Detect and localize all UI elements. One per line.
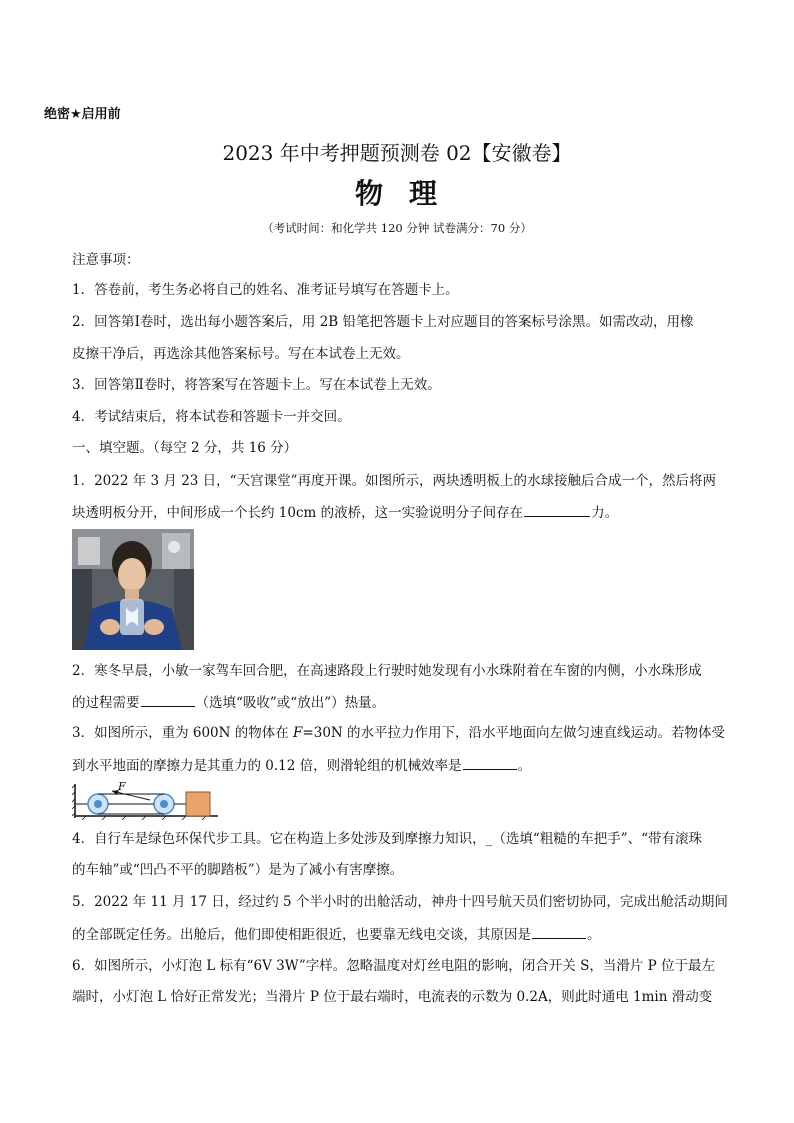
question-6-line-2: 端时，小灯泡 L 恰好正常发光；当滑片 P 位于最右端时，电流表的示数为 0.2A，则此时通电 1min 滑动变: [72, 989, 713, 1005]
question-2-line-1: 2．寒冬早晨，小敏一家驾车回合肥，在高速路段上行驶时她发现有小水珠附着在车窗的内侧，小水珠形成: [72, 663, 702, 679]
confidential-label: 绝密★启用前: [44, 107, 121, 122]
question-5-line-1: 5．2022 年 11 月 17 日，经过约 5 个半小时的出舱活动，神舟十四号航天员们密切协同，完成出舱活动期间: [72, 894, 728, 910]
question-1-line-1: 1．2022 年 3 月 23 日，“天宫课堂”再度开课。如图所示，两块透明板上的水球接触后合成一个，然后将两: [72, 473, 716, 489]
liquid-bridge-photo: [72, 529, 194, 650]
exam-title: 2023 年中考押题预测卷 02【安徽卷】: [222, 141, 572, 165]
subject-title: 物 理: [354, 177, 440, 210]
question-1-line-2: 块透明板分开，中间形成一个长约 10cm 的液桥，这一实验说明分子间存在 力。: [72, 502, 618, 523]
answer-blank[interactable]: [524, 502, 590, 517]
question-3-line-1: 3．如图所示，重为 600N 的物体在 F=30N 的水平拉力作用下，沿水平地面向左做匀速直线运动。若物体受: [72, 725, 726, 741]
note-item: 皮擦干净后，再选涂其他答案标号。写在本试卷上无效。: [72, 346, 410, 362]
answer-blank[interactable]: [532, 924, 586, 939]
answer-blank[interactable]: [141, 692, 195, 707]
force-label: F: [118, 782, 126, 793]
answer-blank[interactable]: [463, 755, 517, 770]
note-item: 4．考试结束后，将本试卷和答题卡一并交回。: [72, 409, 351, 425]
note-item: 1．答卷前，考生务必将自己的姓名、准考证号填写在答题卡上。: [72, 282, 459, 298]
question-2-line-2: 的过程需要 （选填“吸收”或“放出”）热量。: [72, 692, 385, 713]
question-3-line-2: 到水平地面的摩擦力是其重力的 0.12 倍，则滑轮组的机械效率是 。: [72, 755, 531, 776]
question-4-line-1: 4．自行车是绿色环保代步工具。它在构造上多处涉及到摩擦力知识，_（选填“粗糙的车把手”、“带有滚珠: [72, 831, 703, 847]
note-item: 3．回答第Ⅱ卷时，将答案写在答题卡上。写在本试卷上无效。: [72, 377, 441, 393]
exam-time-and-score: （考试时间：和化学共 120 分钟 试卷满分：70 分）: [262, 221, 532, 235]
question-4-line-2: 的车轴”或“凹凸不平的脚踏板”）是为了减小有害摩擦。: [72, 862, 404, 878]
question-5-line-2: 的全部既定任务。出舱后，他们即使相距很近，也要靠无线电交谈，其原因是 。: [72, 924, 601, 945]
question-6-line-1: 6．如图所示，小灯泡 L 标有“6V 3W”字样。忽略温度对灯丝电阻的影响，闭合开关 S，当滑片 P 位于最左: [72, 958, 715, 974]
note-item: 2．回答第Ⅰ卷时，选出每小题答案后，用 2B 铅笔把答题卡上对应题目的答案标号涂黑。如需改动，用橡: [72, 314, 694, 330]
section-heading: 一、填空题。（每空 2 分，共 16 分）: [72, 440, 298, 456]
notes-heading: 注意事项：: [72, 252, 140, 268]
pulley-system-diagram: [72, 782, 220, 820]
